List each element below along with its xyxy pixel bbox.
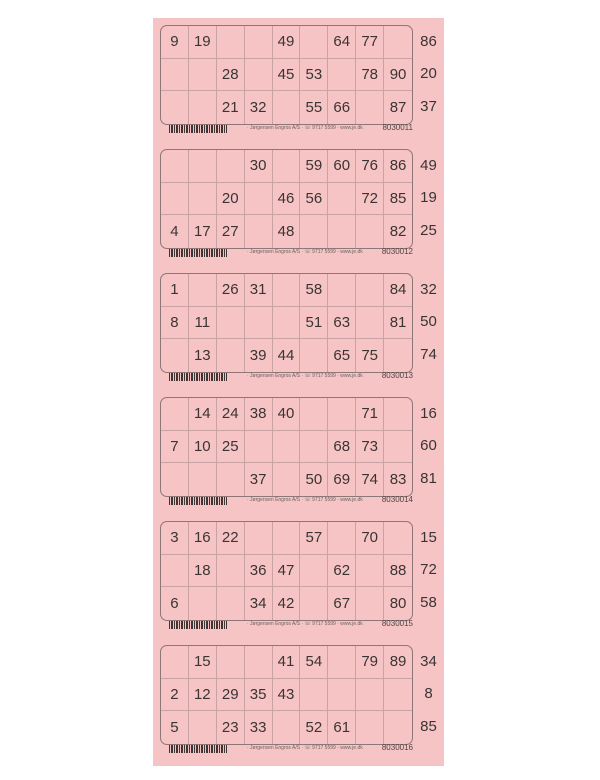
side-number: 32 xyxy=(420,280,437,298)
bingo-cell: 31 xyxy=(245,274,273,307)
bingo-cell: 78 xyxy=(356,59,384,92)
bingo-cell xyxy=(217,555,245,588)
side-number: 81 xyxy=(420,470,437,488)
bingo-cell xyxy=(300,431,328,464)
bingo-cell: 61 xyxy=(328,711,356,744)
bingo-cell: 23 xyxy=(217,711,245,744)
serial-number: 8030013 xyxy=(381,371,413,380)
bingo-cell xyxy=(356,215,384,248)
bingo-cell: 53 xyxy=(300,59,328,92)
bingo-cell: 21 xyxy=(217,91,245,124)
bingo-cell: 63 xyxy=(328,307,356,340)
bingo-cell: 34 xyxy=(245,587,273,620)
bingo-cell: 29 xyxy=(217,679,245,712)
side-number-column xyxy=(413,645,444,743)
ticket-strip xyxy=(153,514,444,638)
bingo-cell: 57 xyxy=(300,522,328,555)
bingo-cell xyxy=(245,431,273,464)
bingo-cell: 25 xyxy=(217,431,245,464)
bingo-cell xyxy=(217,646,245,679)
side-number: 34 xyxy=(420,652,437,670)
bingo-cell xyxy=(300,26,328,59)
bingo-cell: 86 xyxy=(384,150,412,183)
bingo-cell: 54 xyxy=(300,646,328,679)
bingo-cell: 28 xyxy=(217,59,245,92)
side-number: 49 xyxy=(420,156,437,174)
bingo-cell xyxy=(328,183,356,216)
side-number-column xyxy=(413,273,444,371)
bingo-cell xyxy=(273,307,301,340)
bingo-cell: 5 xyxy=(161,711,189,744)
bingo-cell: 15 xyxy=(189,646,217,679)
bingo-cell xyxy=(300,215,328,248)
bingo-cell xyxy=(273,431,301,464)
side-number: 8 xyxy=(424,685,433,703)
bingo-cell: 85 xyxy=(384,183,412,216)
bingo-cell xyxy=(217,587,245,620)
bingo-cell: 22 xyxy=(217,522,245,555)
side-number: 72 xyxy=(420,561,437,579)
bingo-cell: 56 xyxy=(300,183,328,216)
bingo-cell xyxy=(161,646,189,679)
bingo-card xyxy=(160,645,413,745)
company-info-text: · Jørgensen Engros A/S · ☏ 9717 5599 · www.je.dk xyxy=(247,745,363,751)
bingo-grid xyxy=(161,646,412,744)
bingo-cell xyxy=(161,463,189,496)
bingo-cell: 64 xyxy=(328,26,356,59)
bingo-grid xyxy=(161,26,412,124)
bingo-cell xyxy=(384,398,412,431)
bingo-cell: 18 xyxy=(189,555,217,588)
serial-number: 8030016 xyxy=(381,743,413,752)
bingo-cell xyxy=(245,522,273,555)
bingo-cell xyxy=(328,522,356,555)
company-info-text: · Jørgensen Engros A/S · ☏ 9717 5599 · www.je.dk xyxy=(247,497,363,503)
bingo-cell: 79 xyxy=(356,646,384,679)
bingo-cell: 45 xyxy=(273,59,301,92)
bingo-cell xyxy=(356,679,384,712)
card-footer xyxy=(169,124,413,134)
bingo-cell: 70 xyxy=(356,522,384,555)
bingo-cell xyxy=(161,150,189,183)
bingo-cell xyxy=(217,307,245,340)
bingo-cell: 67 xyxy=(328,587,356,620)
bingo-cell xyxy=(189,91,217,124)
ticket-strip xyxy=(153,266,444,390)
serial-number: 8030014 xyxy=(381,495,413,504)
bingo-cell xyxy=(189,274,217,307)
side-number: 85 xyxy=(420,718,437,736)
bingo-cell: 59 xyxy=(300,150,328,183)
side-number: 25 xyxy=(420,222,437,240)
ticket-strip xyxy=(153,638,444,762)
bingo-cell: 62 xyxy=(328,555,356,588)
bingo-cell: 8 xyxy=(161,307,189,340)
bingo-cell xyxy=(245,183,273,216)
bingo-card xyxy=(160,397,413,497)
bingo-cell: 60 xyxy=(328,150,356,183)
barcode-icon xyxy=(169,621,227,629)
bingo-cell: 43 xyxy=(273,679,301,712)
bingo-cell: 71 xyxy=(356,398,384,431)
bingo-cell: 48 xyxy=(273,215,301,248)
bingo-cell xyxy=(217,463,245,496)
card-footer xyxy=(169,248,413,258)
side-number: 37 xyxy=(420,98,437,116)
bingo-cell: 80 xyxy=(389,595,407,613)
side-number: 50 xyxy=(420,313,437,331)
bingo-cell: 38 xyxy=(245,398,273,431)
bingo-cell xyxy=(384,431,412,464)
side-number: 15 xyxy=(420,528,437,546)
bingo-cell: 74 xyxy=(356,463,384,496)
bingo-cell: 51 xyxy=(300,307,328,340)
bingo-card xyxy=(160,521,413,621)
bingo-cell: 72 xyxy=(356,183,384,216)
bingo-cell xyxy=(356,274,384,307)
bingo-cell xyxy=(384,711,412,744)
bingo-cell: 3 xyxy=(161,522,189,555)
bingo-cell xyxy=(356,307,384,340)
card-footer xyxy=(169,372,413,382)
bingo-cell: 27 xyxy=(217,215,245,248)
side-number-column xyxy=(413,521,444,619)
bingo-cell: 26 xyxy=(217,274,245,307)
bingo-cell xyxy=(356,91,384,124)
bingo-cell xyxy=(161,398,189,431)
bingo-cell xyxy=(273,522,301,555)
bingo-cell xyxy=(161,555,189,588)
serial-number: 8030011 xyxy=(382,123,413,132)
bingo-cell xyxy=(161,183,189,216)
bingo-cell xyxy=(217,26,245,59)
bingo-cell xyxy=(328,646,356,679)
bingo-cell xyxy=(384,339,412,372)
serial-number: 8030012 xyxy=(381,247,413,256)
company-info-text: · Jørgensen Engros A/S · ☏ 9717 5599 · www.je.dk xyxy=(247,125,363,131)
bingo-cell: 6 xyxy=(161,587,189,620)
bingo-cell xyxy=(161,59,189,92)
bingo-cell xyxy=(245,646,273,679)
bingo-cell: 84 xyxy=(384,274,412,307)
bingo-cell xyxy=(217,339,245,372)
bingo-cell xyxy=(328,398,356,431)
bingo-card xyxy=(160,149,413,249)
bingo-cell: 10 xyxy=(189,431,217,464)
bingo-cell: 20 xyxy=(217,183,245,216)
bingo-cell: 44 xyxy=(273,339,301,372)
bingo-cell xyxy=(356,587,384,620)
side-number-column xyxy=(413,397,444,495)
card-footer xyxy=(169,744,413,754)
bingo-cell: 24 xyxy=(217,398,245,431)
bingo-cell: 37 xyxy=(245,463,273,496)
bingo-cell: 40 xyxy=(273,398,301,431)
barcode-icon xyxy=(169,125,227,133)
side-number: 86 xyxy=(420,32,437,50)
bingo-cell: 65 xyxy=(328,339,356,372)
bingo-cell xyxy=(356,711,384,744)
bingo-cell: 88 xyxy=(384,555,412,588)
side-number-column xyxy=(413,25,444,123)
company-info-text: · Jørgensen Engros A/S · ☏ 9717 5599 · www.je.dk xyxy=(247,621,363,627)
bingo-cell: 7 xyxy=(161,431,189,464)
bingo-cell xyxy=(384,26,412,59)
bingo-cell: 2 xyxy=(161,679,189,712)
bingo-cell: 55 xyxy=(300,91,328,124)
bingo-cell xyxy=(328,274,356,307)
bingo-cell xyxy=(300,587,328,620)
bingo-cell xyxy=(245,59,273,92)
bingo-cell xyxy=(300,679,328,712)
bingo-cell: 1 xyxy=(161,274,189,307)
bingo-cell: 36 xyxy=(245,555,273,588)
bingo-cell: 9 xyxy=(161,26,189,59)
side-number: 19 xyxy=(420,189,437,207)
bingo-cell: 82 xyxy=(389,223,407,241)
bingo-cell: 76 xyxy=(356,150,384,183)
bingo-cell: 69 xyxy=(328,463,356,496)
bingo-cell: 58 xyxy=(300,274,328,307)
bingo-cell: 13 xyxy=(189,339,217,372)
bingo-cell: 49 xyxy=(273,26,301,59)
bingo-cell xyxy=(384,522,412,555)
bingo-cell: 68 xyxy=(328,431,356,464)
bingo-cell: 16 xyxy=(189,522,217,555)
bingo-cell xyxy=(161,339,189,372)
company-info-text: · Jørgensen Engros A/S · ☏ 9717 5599 · www.je.dk xyxy=(247,373,363,379)
side-number-column xyxy=(413,149,444,247)
bingo-cell: 17 xyxy=(189,215,217,248)
bingo-cell xyxy=(189,150,217,183)
side-number: 20 xyxy=(420,65,437,83)
bingo-cell: 83 xyxy=(389,471,407,489)
bingo-cell: 81 xyxy=(384,307,412,340)
bingo-ticket-sheet xyxy=(153,18,444,766)
bingo-cell xyxy=(273,91,301,124)
bingo-cell xyxy=(328,679,356,712)
bingo-cell: 35 xyxy=(245,679,273,712)
bingo-cell: 52 xyxy=(300,711,328,744)
bingo-cell xyxy=(245,26,273,59)
ticket-strip xyxy=(153,390,444,514)
bingo-cell xyxy=(189,463,217,496)
card-footer xyxy=(169,620,413,630)
bingo-cell xyxy=(245,307,273,340)
bingo-cell xyxy=(161,91,189,124)
bingo-cell xyxy=(189,183,217,216)
bingo-cell xyxy=(356,555,384,588)
bingo-grid xyxy=(161,274,412,372)
bingo-cell: 42 xyxy=(273,587,301,620)
bingo-cell: 87 xyxy=(389,99,407,117)
bingo-cell xyxy=(245,215,273,248)
ticket-strip xyxy=(153,18,444,142)
bingo-cell xyxy=(328,59,356,92)
bingo-cell: 47 xyxy=(273,555,301,588)
side-number: 60 xyxy=(420,437,437,455)
barcode-icon xyxy=(169,249,227,257)
bingo-cell xyxy=(189,59,217,92)
bingo-cell xyxy=(300,555,328,588)
bingo-cell xyxy=(384,679,412,712)
bingo-cell: 12 xyxy=(189,679,217,712)
bingo-cell: 19 xyxy=(189,26,217,59)
bingo-cell: 50 xyxy=(300,463,328,496)
serial-number: 8030015 xyxy=(381,619,413,628)
bingo-cell: 41 xyxy=(273,646,301,679)
bingo-grid xyxy=(161,398,412,496)
bingo-cell: 32 xyxy=(245,91,273,124)
side-number: 58 xyxy=(420,594,437,612)
bingo-cell: 30 xyxy=(245,150,273,183)
bingo-cell: 14 xyxy=(189,398,217,431)
bingo-cell: 66 xyxy=(328,91,356,124)
barcode-icon xyxy=(169,497,227,505)
barcode-icon xyxy=(169,373,227,381)
bingo-card xyxy=(160,25,413,125)
bingo-cell: 90 xyxy=(384,59,412,92)
bingo-cell: 39 xyxy=(245,339,273,372)
bingo-cell xyxy=(328,215,356,248)
bingo-cell: 11 xyxy=(189,307,217,340)
bingo-cell xyxy=(273,711,301,744)
bingo-cell xyxy=(300,398,328,431)
company-info-text: · Jørgensen Engros A/S · ☏ 9717 5599 · www.je.dk xyxy=(247,249,363,255)
bingo-cell: 89 xyxy=(384,646,412,679)
bingo-cell: 46 xyxy=(273,183,301,216)
side-number: 16 xyxy=(420,404,437,422)
bingo-cell: 75 xyxy=(356,339,384,372)
bingo-cell xyxy=(300,339,328,372)
bingo-cell: 73 xyxy=(356,431,384,464)
bingo-card xyxy=(160,273,413,373)
bingo-cell: 4 xyxy=(161,215,189,248)
bingo-cell: 77 xyxy=(356,26,384,59)
card-footer xyxy=(169,496,413,506)
bingo-cell xyxy=(217,150,245,183)
bingo-grid xyxy=(161,522,412,620)
bingo-cell xyxy=(273,274,301,307)
side-number: 74 xyxy=(420,346,437,364)
bingo-cell xyxy=(273,150,301,183)
bingo-cell xyxy=(273,463,301,496)
bingo-cell xyxy=(189,587,217,620)
barcode-icon xyxy=(169,745,227,753)
bingo-grid xyxy=(161,150,412,248)
bingo-cell: 33 xyxy=(245,711,273,744)
ticket-strip xyxy=(153,142,444,266)
bingo-cell xyxy=(189,711,217,744)
